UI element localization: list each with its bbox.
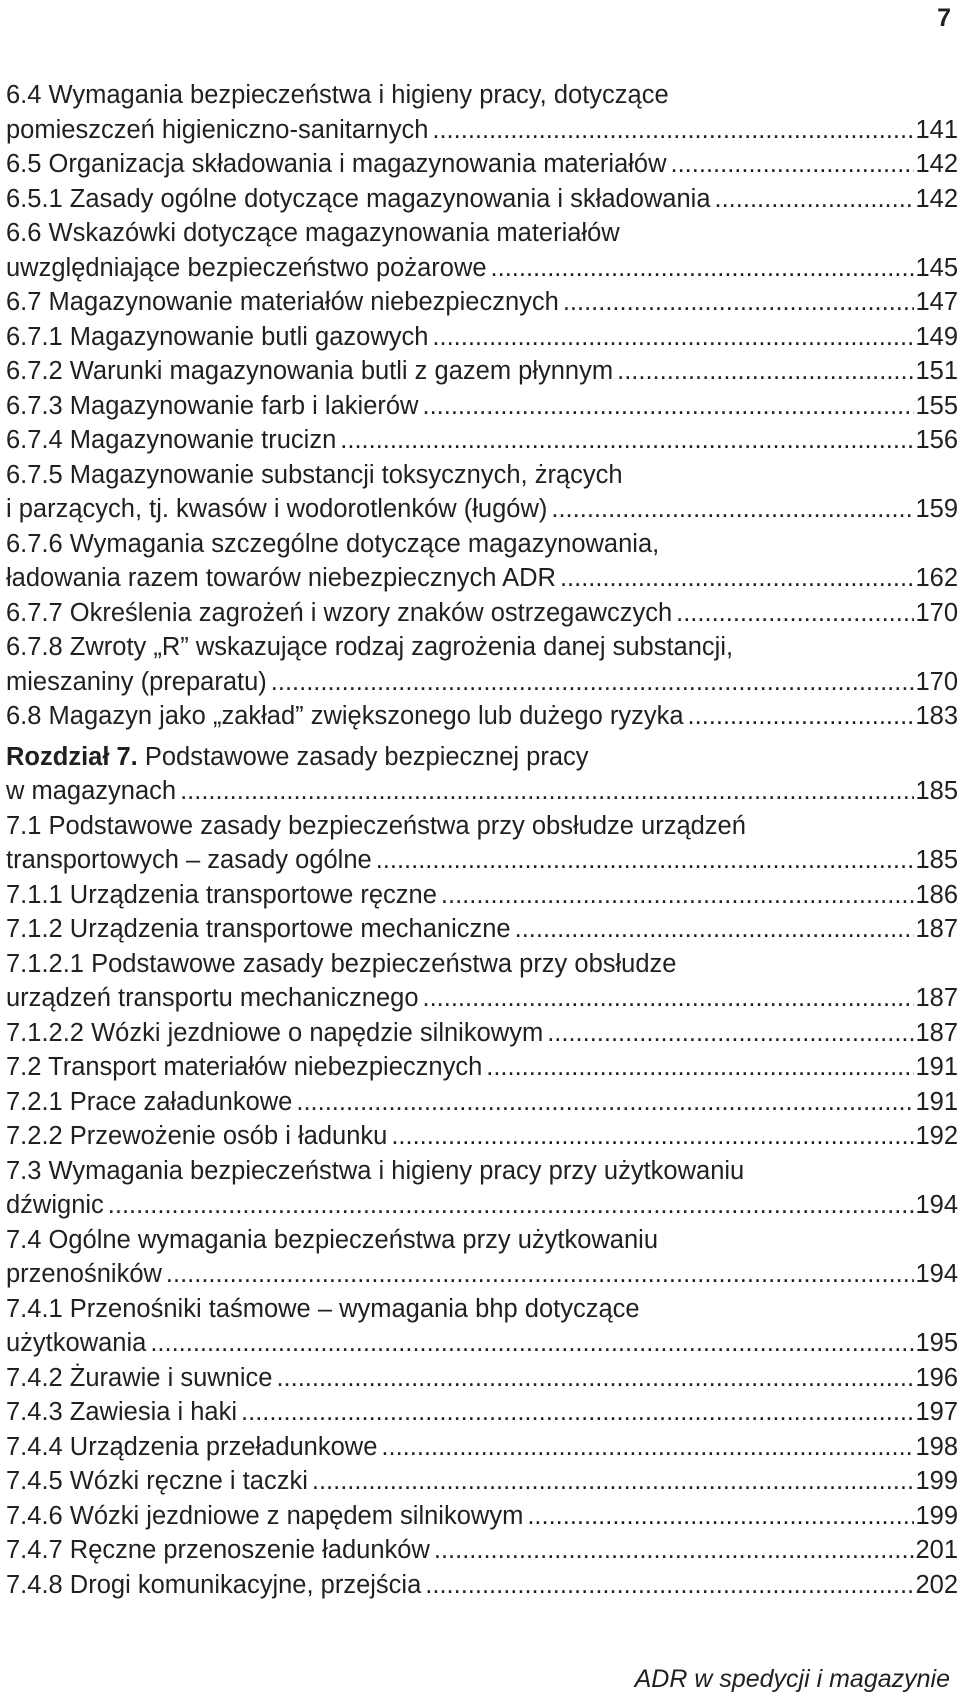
table-of-contents [6, 78, 958, 1602]
entry-last-line [6, 1085, 958, 1120]
entry-last-line [6, 182, 958, 217]
toc-entry[interactable] [6, 1568, 958, 1603]
dot-leader [340, 423, 914, 458]
dot-leader [432, 113, 914, 148]
entry-last-line [6, 1499, 958, 1534]
page-ref: 156 [915, 426, 958, 454]
entry-title: 7.4.4 Urządzenia przeładunkowe [6, 1432, 378, 1461]
entry-last-line [6, 285, 958, 320]
dot-leader [423, 981, 915, 1016]
dot-leader [527, 1499, 914, 1534]
entry-last-line [6, 1533, 958, 1568]
dot-leader [434, 1533, 915, 1568]
toc-entry[interactable] [6, 458, 958, 527]
toc-section-7 [6, 809, 958, 1603]
page-ref: 194 [915, 1191, 958, 1219]
toc-entry[interactable] [6, 1430, 958, 1465]
toc-entry[interactable] [6, 423, 958, 458]
entry-title: i parzących, tj. kwasów i wodorotlenków (ługów) [6, 495, 548, 523]
page-ref: 149 [915, 322, 958, 351]
entry-last-line [6, 1188, 958, 1223]
toc-entry[interactable] [6, 1050, 958, 1085]
dot-leader [515, 912, 915, 947]
entry-title-line: 7.4 Ogólne wymagania bezpieczeństwa przy użytkowaniu [6, 1225, 659, 1254]
entry-last-line [6, 423, 958, 458]
entry-title-line: 6.7.5 Magazynowanie substancji toksycznych, żrących [6, 460, 623, 489]
dot-leader [688, 699, 915, 734]
chapter-title-last-line [6, 774, 958, 809]
page-ref: 199 [915, 1501, 958, 1530]
page-ref: 162 [915, 564, 958, 592]
toc-entry[interactable] [6, 1464, 958, 1499]
entry-last-line [6, 1430, 958, 1465]
entry-title: 7.2 Transport materiałów niebezpiecznych [6, 1053, 483, 1081]
dot-leader [671, 147, 915, 182]
entry-last-line [6, 665, 958, 700]
entry-title: uwzględniające bezpieczeństwo pożarowe [6, 253, 487, 282]
chapter-title: Podstawowe zasady bezpiecznej pracy [137, 742, 589, 771]
page-ref: 159 [915, 495, 958, 523]
entry-last-line [6, 699, 958, 734]
entry-last-line [6, 1361, 958, 1396]
page-number: 7 [937, 4, 951, 32]
page-ref: 187 [915, 1018, 958, 1047]
entry-title-line: 7.4.1 Przenośniki taśmowe – wymagania bhp dotyczące [6, 1294, 640, 1323]
page-ref: 183 [915, 702, 958, 730]
page-ref: 170 [915, 667, 958, 696]
entry-last-line [6, 1326, 958, 1361]
dot-leader [271, 665, 915, 700]
entry-last-line [6, 113, 958, 148]
entry-title: użytkowania [6, 1329, 147, 1357]
entry-title: ładowania razem towarów niebezpiecznych ADR [6, 564, 556, 592]
toc-entry[interactable] [6, 1499, 958, 1534]
entry-title: 6.5.1 Zasady ogólne dotyczące magazynowania i składowania [6, 184, 711, 213]
toc-entry[interactable] [6, 1119, 958, 1154]
toc-entry[interactable] [6, 1361, 958, 1396]
dot-leader [547, 1016, 914, 1051]
page-ref: 198 [915, 1432, 958, 1461]
page-ref: 191 [915, 1087, 958, 1116]
toc-entry[interactable] [6, 809, 958, 878]
entry-last-line [6, 1119, 958, 1154]
entry-title: pomieszczeń higieniczno-sanitarnych [6, 115, 429, 144]
entry-last-line [6, 1016, 958, 1051]
dot-leader [441, 878, 915, 913]
dot-leader [491, 251, 915, 286]
toc-entry[interactable] [6, 320, 958, 355]
page-ref: 187 [915, 915, 958, 943]
dot-leader [617, 354, 914, 389]
toc-entry[interactable] [6, 1533, 958, 1568]
toc-entry[interactable] [6, 389, 958, 424]
entry-title: mieszaniny (preparatu) [6, 667, 267, 696]
entry-title-line: 6.7.6 Wymagania szczególne dotyczące magazynowania, [6, 529, 660, 558]
entry-last-line [6, 843, 958, 878]
toc-entry[interactable] [6, 596, 958, 631]
toc-entry[interactable] [6, 947, 958, 1016]
entry-title: 6.7 Magazynowanie materiałów niebezpiecznych [6, 288, 559, 316]
page-ref: 201 [915, 1536, 958, 1564]
page-ref: 141 [915, 115, 958, 144]
entry-title: przenośników [6, 1260, 162, 1288]
dot-leader [715, 182, 915, 217]
page-ref: 142 [915, 150, 958, 178]
toc-entry[interactable] [6, 354, 958, 389]
toc-entry[interactable] [6, 147, 958, 182]
dot-leader [241, 1395, 914, 1430]
dot-leader [376, 843, 915, 878]
entry-title: 6.7.7 Określenia zagrożeń i wzory znaków ostrzegawczych [6, 598, 673, 627]
entry-last-line [6, 912, 958, 947]
entry-last-line [6, 320, 958, 355]
entry-title-line: 7.1.2.1 Podstawowe zasady bezpieczeństwa przy obsłudze [6, 949, 677, 978]
entry-title: 7.2.1 Prace załadunkowe [6, 1087, 293, 1116]
dot-leader [166, 1257, 915, 1292]
page-ref: 192 [915, 1122, 958, 1150]
toc-entry[interactable] [6, 1292, 958, 1361]
entry-last-line [6, 1257, 958, 1292]
entry-last-line [6, 354, 958, 389]
chapter-title-line [6, 740, 958, 775]
entry-last-line [6, 1568, 958, 1603]
entry-title-line: 7.3 Wymagania bezpieczeństwa i higieny pracy przy użytkowaniu [6, 1156, 745, 1185]
dot-leader [422, 389, 914, 424]
entry-last-line [6, 561, 958, 596]
dot-leader [560, 561, 915, 596]
page-ref: 196 [915, 1363, 958, 1392]
entry-last-line [6, 1050, 958, 1085]
dot-leader [180, 774, 914, 809]
entry-title-line: 6.7.8 Zwroty „R” wskazujące rodzaj zagrożenia danej substancji, [6, 633, 734, 661]
dot-leader [676, 596, 914, 631]
entry-title: 7.4.8 Drogi komunikacyjne, przejścia [6, 1570, 422, 1599]
toc-entry[interactable] [6, 699, 958, 734]
entry-title: 7.1.2 Urządzenia transportowe mechaniczne [6, 915, 511, 943]
toc-entry[interactable] [6, 878, 958, 913]
entry-title: 6.7.4 Magazynowanie trucizn [6, 426, 337, 454]
toc-entry[interactable] [6, 1395, 958, 1430]
entry-last-line [6, 251, 958, 286]
running-footer: ADR w spedycji i magazynie [634, 1665, 950, 1693]
page-ref: 151 [915, 357, 958, 385]
entry-title: 6.7.3 Magazynowanie farb i lakierów [6, 391, 419, 420]
dot-leader [432, 320, 914, 355]
entry-title: 6.7.2 Warunki magazynowania butli z gazem płynnym [6, 357, 614, 385]
entry-title: 6.5 Organizacja składowania i magazynowania materiałów [6, 150, 667, 178]
entry-title-line: 7.1 Podstawowe zasady bezpieczeństwa przy obsłudze urządzeń [6, 811, 746, 840]
page-ref: 195 [915, 1329, 958, 1357]
dot-leader [108, 1188, 915, 1223]
entry-title: 6.8 Magazyn jako „zakład” zwiększonego lub dużego ryzyka [6, 702, 684, 730]
page-ref: 147 [915, 288, 958, 316]
chapter-title-continuation: w magazynach [6, 777, 177, 805]
entry-title: 7.1.1 Urządzenia transportowe ręczne [6, 880, 437, 909]
entry-last-line [6, 389, 958, 424]
page-ref: 186 [915, 880, 958, 909]
dot-leader [150, 1326, 914, 1361]
entry-title: 7.4.2 Żurawie i suwnice [6, 1363, 273, 1392]
toc-entry[interactable] [6, 216, 958, 285]
dot-leader [276, 1361, 914, 1396]
entry-title: 7.4.6 Wózki jezdniowe z napędem silnikowym [6, 1501, 524, 1530]
dot-leader [425, 1568, 914, 1603]
toc-section-6 [6, 78, 958, 734]
entry-title: 7.4.3 Zawiesia i haki [6, 1398, 238, 1426]
toc-entry[interactable] [6, 78, 958, 147]
entry-title: 7.4.5 Wózki ręczne i taczki [6, 1467, 308, 1495]
entry-last-line [6, 981, 958, 1016]
page-ref: 191 [915, 1053, 958, 1081]
chapter-label: Rozdział 7. [6, 742, 138, 771]
entry-last-line [6, 147, 958, 182]
dot-leader [551, 492, 914, 527]
entry-title: 7.2.2 Przewożenie osób i ładunku [6, 1122, 388, 1150]
dot-leader [391, 1119, 914, 1154]
toc-entry[interactable] [6, 1223, 958, 1292]
toc-entry[interactable] [6, 1154, 958, 1223]
entry-title: 7.1.2.2 Wózki jezdniowe o napędzie silnikowym [6, 1018, 544, 1047]
chapter-heading [6, 734, 958, 809]
dot-leader [563, 285, 915, 320]
page-ref: 185 [915, 777, 958, 805]
page-ref: 187 [915, 984, 958, 1012]
entry-last-line [6, 596, 958, 631]
entry-title-line: 6.4 Wymagania bezpieczeństwa i higieny pracy, dotyczące [6, 81, 669, 109]
dot-leader [312, 1464, 915, 1499]
entry-title: dźwignic [6, 1191, 104, 1219]
entry-last-line [6, 1395, 958, 1430]
dot-leader [381, 1430, 914, 1465]
entry-title: 6.7.1 Magazynowanie butli gazowych [6, 322, 429, 351]
toc-entry[interactable] [6, 1085, 958, 1120]
dot-leader [486, 1050, 914, 1085]
toc-entry[interactable] [6, 630, 958, 699]
page-ref: 185 [915, 846, 958, 874]
page-ref: 197 [915, 1398, 958, 1426]
entry-title-line: 6.6 Wskazówki dotyczące magazynowania materiałów [6, 219, 620, 247]
toc-entry[interactable] [6, 182, 958, 217]
page-ref: 194 [915, 1260, 958, 1288]
toc-entry[interactable] [6, 527, 958, 596]
page-ref: 199 [915, 1467, 958, 1495]
entry-title: transportowych – zasady ogólne [6, 846, 372, 874]
page-ref: 170 [915, 598, 958, 627]
entry-last-line [6, 1464, 958, 1499]
toc-entry[interactable] [6, 1016, 958, 1051]
dot-leader [296, 1085, 914, 1120]
entry-last-line [6, 878, 958, 913]
entry-title: 7.4.7 Ręczne przenoszenie ładunków [6, 1536, 430, 1564]
page-ref: 142 [915, 184, 958, 213]
entry-title: urządzeń transportu mechanicznego [6, 984, 419, 1012]
toc-entry[interactable] [6, 285, 958, 320]
page-ref: 202 [915, 1570, 958, 1599]
page-ref: 145 [915, 253, 958, 282]
page-ref: 155 [915, 391, 958, 420]
toc-entry[interactable] [6, 912, 958, 947]
entry-last-line [6, 492, 958, 527]
